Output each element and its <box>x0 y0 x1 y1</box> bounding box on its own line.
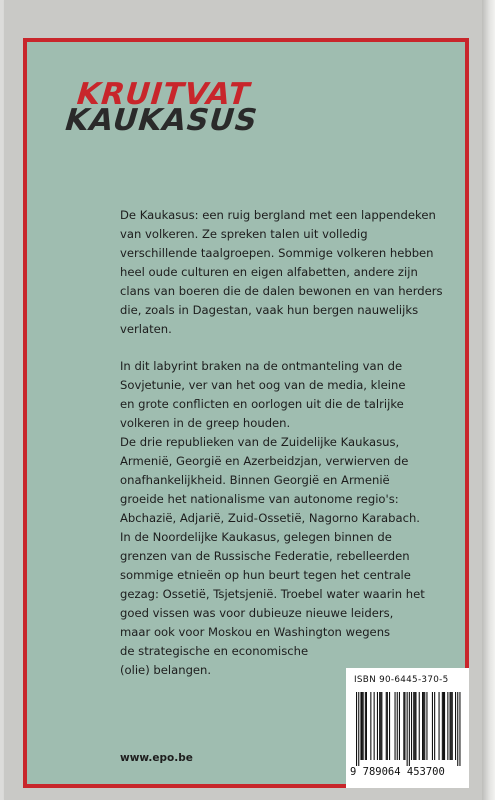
text-line: volkeren in de greep houden. <box>120 416 291 430</box>
text-line: goed vissen was voor dubieuze nieuwe leiders, <box>120 606 394 620</box>
text-line: maar ook voor Moskou en Washington wegens <box>120 625 391 639</box>
barcode-bar <box>457 692 458 766</box>
barcode-bar <box>409 692 410 766</box>
text-line: grenzen van de Russische Federatie, rebelleerden <box>120 549 410 563</box>
barcode-bar <box>404 692 405 760</box>
barcode-bar <box>356 692 357 766</box>
text-line: verschillende taalgroepen. Sommige volkeren hebben <box>120 246 434 260</box>
book-title <box>39 77 269 138</box>
text-line: gezag: Ossetië, Tsjetsjenië. Troebel water waarin het <box>120 587 425 601</box>
text-line: sommige etnieën op hun beurt tegen het centrale <box>120 568 411 582</box>
barcode-bar <box>415 692 416 760</box>
barcode-bar <box>389 692 390 760</box>
barcode-bar <box>362 692 363 760</box>
text-line: Abchazië, Adjarië, Zuid-Ossetië, Nagorno Karabach. <box>120 511 420 525</box>
barcode-bar <box>386 692 387 760</box>
barcode-bar <box>377 692 378 760</box>
blurb-paragraph-1 <box>120 206 456 339</box>
blurb-paragraph-2 <box>120 357 456 433</box>
barcode-bar <box>411 692 412 760</box>
isbn-barcode-box <box>346 668 469 788</box>
text-line: clans van boeren die de dalen bewonen en van herders <box>120 284 443 298</box>
barcode-bar <box>434 692 435 760</box>
text-line: De drie republieken van de Zuidelijke Kaukasus, <box>120 435 400 449</box>
barcode-bar <box>360 692 361 760</box>
barcode-bar <box>450 692 451 760</box>
title-line-kruitvat: KRUITVAT <box>71 77 255 112</box>
text-line: onafhankelijkheid. Binnen Georgië en Armenië <box>120 473 390 487</box>
text-line: de strategische en economische <box>120 644 309 658</box>
page-edge <box>482 0 495 800</box>
barcode-bar <box>426 692 427 760</box>
barcode-bar <box>451 692 452 760</box>
barcode-bar <box>443 692 444 760</box>
blurb-text <box>120 206 456 680</box>
barcode-bar <box>444 692 445 760</box>
text-line: heel oude culturen en eigen alfabetten, andere zijn <box>120 265 418 279</box>
barcode-bar <box>365 692 366 760</box>
barcode-bar <box>432 692 433 760</box>
title-line-kaukasus: KAUKASUS <box>60 103 263 138</box>
text-line: en grote conflicten en oorlogen uit die de talrijke <box>120 397 404 411</box>
barcode-bar <box>403 692 404 760</box>
barcode-bar <box>424 692 425 760</box>
barcode-bar <box>366 692 367 760</box>
barcode-bar <box>439 692 440 760</box>
text-line: Sovjetunie, ver van het oog van de media, kleine <box>120 378 406 392</box>
barcode-bar <box>413 692 414 760</box>
barcode-bar <box>419 692 420 760</box>
barcode-bar <box>397 692 398 760</box>
barcode-bar <box>380 692 381 760</box>
barcode-icon <box>354 692 461 766</box>
text-line: In de Noordelijke Kaukasus, gelegen binnen de <box>120 530 392 544</box>
barcode-bar <box>459 692 460 766</box>
barcode-bar <box>407 692 408 766</box>
text-line: groeide het nationalisme van autonome regio's: <box>120 492 399 506</box>
isbn-label: ISBN 90-6445-370-5 <box>354 675 449 685</box>
text-line: die, zoals in Dagestan, vaak hun bergen nauwelijks <box>120 303 419 317</box>
text-line: Armenië, Georgië en Azerbeidzjan, verwierven de <box>120 454 409 468</box>
barcode-digits: 9 789064 453700 <box>350 766 445 778</box>
barcode-bar <box>358 692 359 766</box>
barcode-bar <box>455 692 456 760</box>
text-line: verlaten. <box>120 322 172 336</box>
barcode-bar <box>442 692 443 760</box>
barcode-bar <box>374 692 375 760</box>
barcode-bar <box>395 692 396 760</box>
barcode-bar <box>414 692 415 760</box>
barcode-bar <box>423 692 424 760</box>
blurb-paragraph-3 <box>120 433 456 680</box>
barcode-bar <box>447 692 448 760</box>
barcode-bar <box>452 692 453 760</box>
barcode-bar <box>381 692 382 760</box>
text-line: van volkeren. Ze spreken talen uit volledig <box>120 227 368 241</box>
barcode-bar <box>370 692 371 760</box>
barcode-bar <box>399 692 400 760</box>
publisher-website: www.epo.be <box>120 752 193 764</box>
barcode-bar <box>422 692 423 760</box>
barcode-bar <box>363 692 364 760</box>
text-line: De Kaukasus: een ruig bergland met een lappendeken <box>120 208 436 222</box>
text-line: (olie) belangen. <box>120 663 212 677</box>
barcode-bar <box>379 692 380 760</box>
text-line: In dit labyrint braken na de ontmanteling van de <box>120 359 403 373</box>
barcode-bar <box>387 692 388 760</box>
